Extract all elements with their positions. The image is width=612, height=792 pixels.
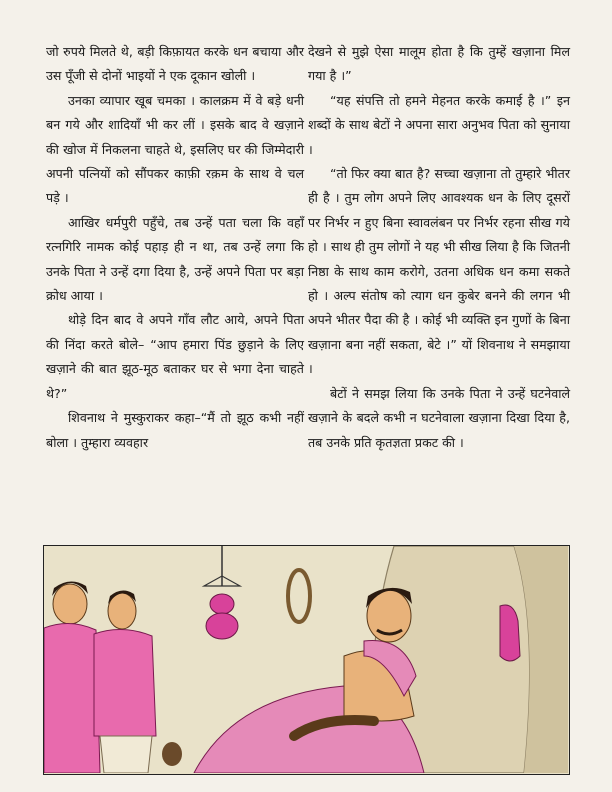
paragraph: देखने से मुझे ऐसा मालूम होता है कि तुम्हें खज़ाना मिल गया है ।” bbox=[308, 44, 570, 84]
paragraph: उनका व्यापार खूब चमका । कालक्रम में वे बड़े धनी बन गये और शादियाँ भी कर लीं । इसके बाद वे खज़ाने की खोज में निकलना चाहते थे, इसलिए घर की जिम्मेदारी अपनी पत्नियों को सौंपकर काफ़ी रक़म के साथ वे चल पड़े । bbox=[46, 92, 304, 206]
paragraph: “यह संपत्ति तो हमने मेहनत करके कमाई है ।” इन शब्दों के साथ बेटों ने अपना सारा अनुभव पिता को सुनाया । bbox=[308, 92, 570, 157]
hanging-pot-top bbox=[210, 594, 234, 614]
story-illustration bbox=[43, 545, 570, 775]
right-text-column bbox=[308, 40, 570, 455]
paragraph: जो रुपये मिलते थे, बड़ी किफ़ायत करके धन बचाया और उस पूँजी से दोनों भाइयों ने एक दूकान खोली । bbox=[46, 44, 304, 84]
paragraph: शिवनाथ ने मुस्कुराकर कहा–“मैं तो झूठ कभी नहीं बोला । तुम्हारा व्यवहार bbox=[46, 410, 304, 450]
hanging-pot-bottom bbox=[206, 613, 238, 639]
small-jar bbox=[162, 742, 182, 766]
illustration-drawing bbox=[44, 546, 568, 773]
paragraph: “तो फिर क्या बात है? सच्चा खज़ाना तो तुम्हारे भीतर ही है । तुम लोग अपने लिए आवश्यक धन के लिए दूसरों पर निर्भर न हुए बिना स्वावलंबन पर निर्भर रहना सीख गये हो । साथ ही तुम लोगों ने यह भी सीख लिया है कि जितनी निष्ठा के साथ काम करोगे, उतना अधिक धन कमा सकते हो । अल्प संतोष को त्याग धन कुबेर बनने की लगन भी अपने भीतर पैदा की है । कोई भी व्यक्ति इन गुणों के बिना खज़ाना बना नहीं सकता, बेटे ।” यों शिवनाथ ने समझाया । bbox=[308, 166, 570, 377]
left-text-column bbox=[46, 40, 304, 455]
paragraph: बेटों ने समझ लिया कि उनके पिता ने उन्हें घटनेवाले खज़ाने के बदले कभी न घटनेवाला खज़ाना दिखा दिया है, तब उनके प्रति कृतज्ञता प्रकट की । bbox=[308, 385, 570, 450]
paragraph: आखिर धर्मपुरी पहुँचे, तब उन्हें पता चला कि वहाँ रत्नगिरि नामक कोई पहाड़ ही न था, तब उन्हें लगा कि उनके पिता ने उन्हें दगा दिया है, उन्हें अपने पिता पर बड़ा क्रोध आया । bbox=[46, 214, 304, 304]
paragraph: थोड़े दिन बाद वे अपने गाँव लौट आये, अपने पिता की निंदा करते बोले– “आप हमारा पिंड छुड़ाने के लिए खज़ाने की बात झूठ-मूठ बताकर घर से भगा देना चाहते थे?” bbox=[46, 312, 304, 401]
